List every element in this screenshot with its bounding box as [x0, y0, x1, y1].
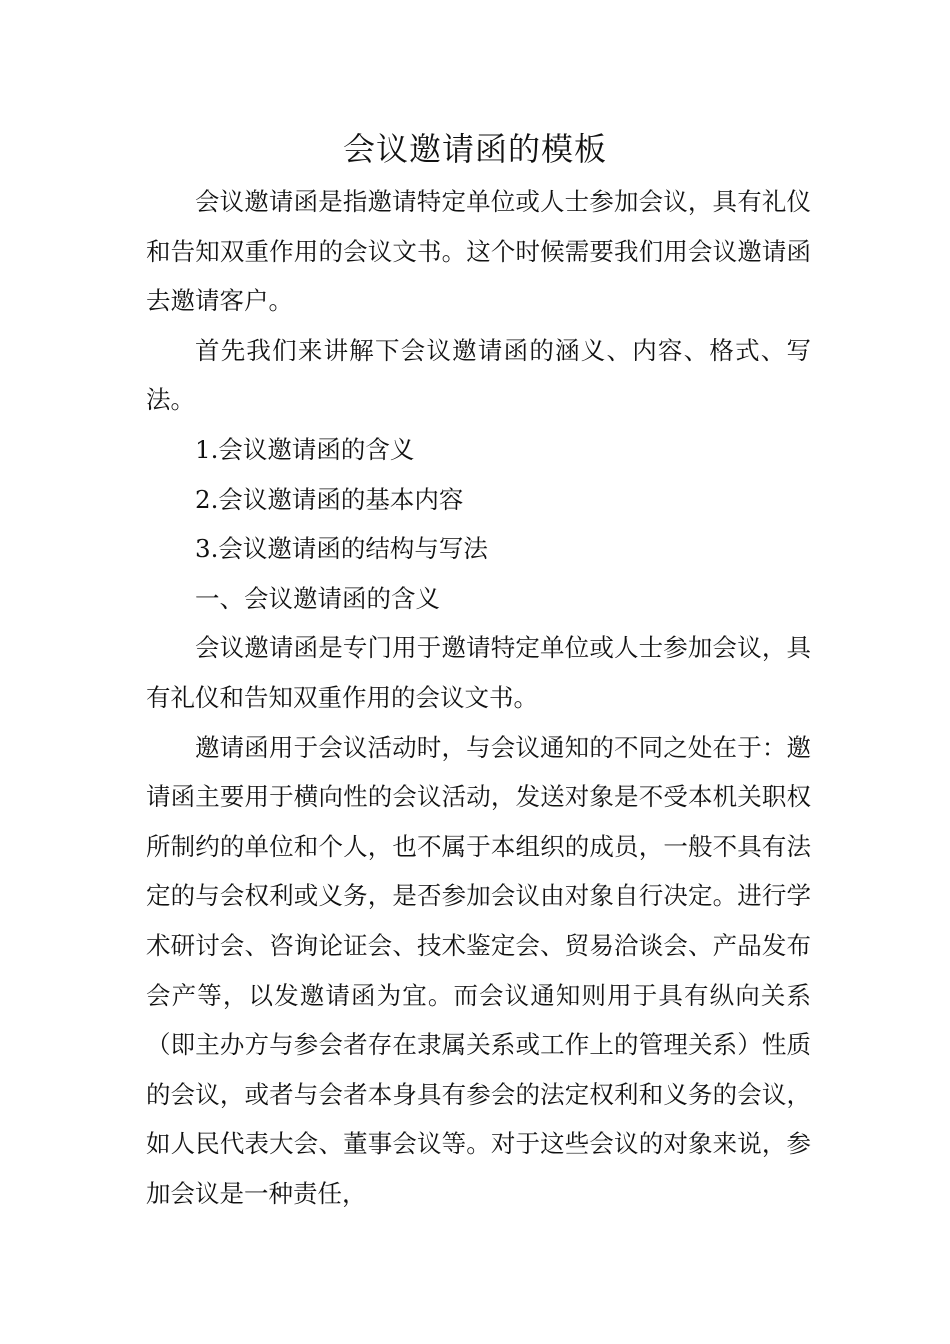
section-heading: 一、会议邀请函的含义 [195, 583, 440, 613]
document-title: 会议邀请函的模板 [342, 130, 607, 168]
list-item-2: 2.会议邀请函的基本内容 [195, 484, 464, 514]
document-body [146, 177, 811, 1218]
paragraph-difference: 邀请函用于会议活动时，与会议通知的不同之处在于：邀请函主要用于横向性的会议活动，发送对象是不受本机关职权所制约的单位和个人，也不属于本组织的成员，一般不具有法定的与会权利或义务，是否参加会议由对象自行决定。进行学术研讨会、咨询论证会、技术鉴定会、贸易洽谈会、产品发布会产等，以发邀请函为宜。而会议通知则用于具有纵向关系（即主办方与参会者存在隶属关系或工作上的管理关系）性质的会议，或者与会者本身具有参会的法定权利和义务的会议，如人民代表大会、董事会议等。对于这些会议的对象来说，参加会议是一种责任， [146, 732, 811, 1208]
list-item-1: 1.会议邀请函的含义 [195, 434, 415, 464]
paragraph-overview: 首先我们来讲解下会议邀请函的涵义、内容、格式、写法。 [146, 335, 811, 415]
paragraph-definition: 会议邀请函是专门用于邀请特定单位或人士参加会议，具有礼仪和告知双重作用的会议文书。 [146, 633, 811, 712]
paragraph-intro: 会议邀请函是指邀请特定单位或人士参加会议，具有礼仪和告知双重作用的会议文书。这个时候需要我们用会议邀请函去邀请客户。 [146, 187, 811, 316]
list-item-3: 3.会议邀请函的结构与写法 [195, 534, 488, 564]
